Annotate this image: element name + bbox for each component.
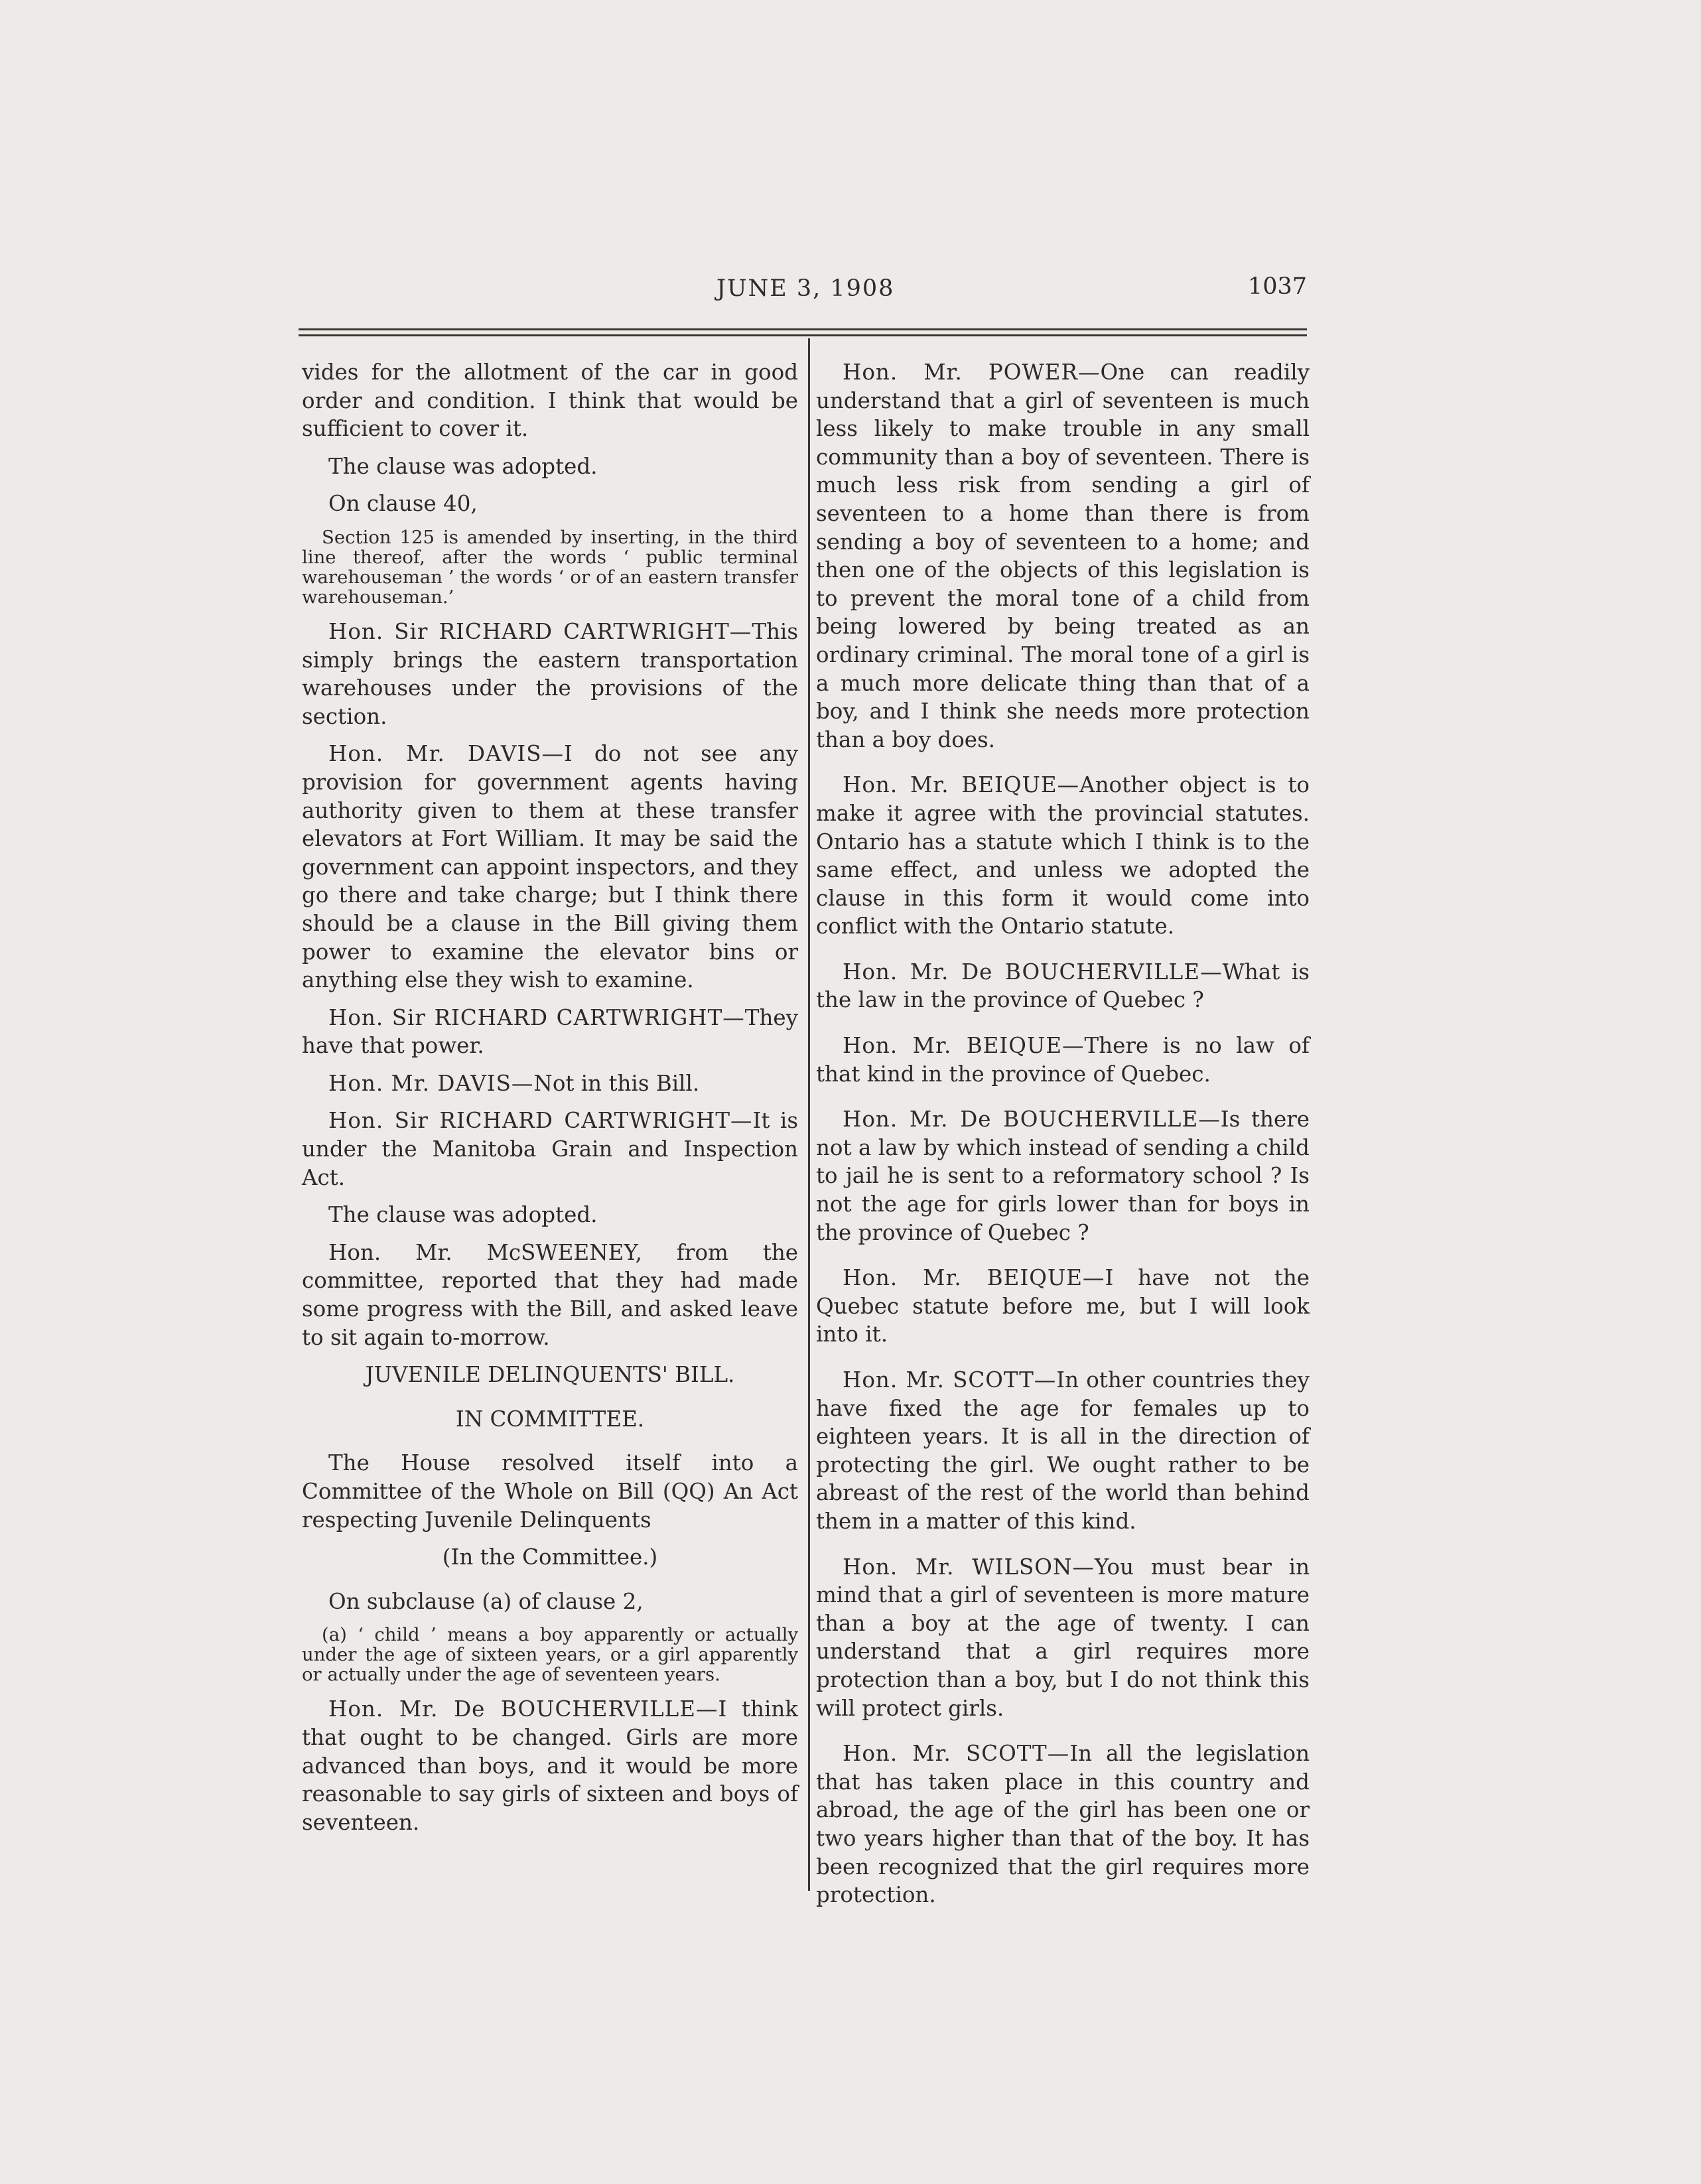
speech-paragraph: [302, 1004, 798, 1060]
speech-paragraph: [816, 958, 1310, 1014]
speaker-name: Hon. Mr. BEIQUE—: [843, 1033, 1085, 1059]
section-heading: JUVENILE DELINQUENTS' BILL.: [365, 1362, 735, 1388]
speech-text: It is under the Manitoba Grain and Inspection Act.: [302, 1108, 798, 1190]
left-column: [302, 358, 798, 1846]
speech-text: This simply brings the eastern transportation warehouses under the provisions of the section.: [302, 618, 798, 729]
speech-text: What is the law in the province of Quebec ?: [816, 959, 1310, 1013]
speech-paragraph: [816, 1740, 1310, 1909]
speaker-name: Hon. Sir RICHARD CARTWRIGHT—: [328, 618, 752, 644]
speech-paragraph: [816, 1553, 1310, 1723]
speech-text: Is there not a law by which instead of sending a child to jail he is sent to a reformatory school ? Is not the age for girls lower than for boys in the province of Quebec ?: [816, 1107, 1310, 1245]
speech-text: I have not the Quebec statute before me, but I will look into it.: [816, 1265, 1310, 1347]
speech-text: Not in this Bill.: [533, 1070, 700, 1096]
page-number: 1037: [1247, 273, 1307, 300]
speech-paragraph: [302, 1107, 798, 1192]
page-date: JUNE 3, 1908: [716, 275, 895, 302]
quoted-clause: Section 125 is amended by inserting, in the third line thereof, after the words ‘ public terminal warehouseman ’ the words ‘ or of an eastern transfer warehouseman.’: [302, 526, 798, 608]
speaker-name: Hon. Mr. BEIQUE—: [843, 772, 1080, 798]
paragraph: Hon. Mr. McSWEENEY, from the committee, reported that they had made some progress with the Bill, and asked leave to sit again to-morrow.: [302, 1239, 798, 1350]
quoted-clause: (a) ‘ child ’ means a boy apparently or actually under the age of sixteen years, or a girl apparently or actually under the age of seventeen years.: [302, 1624, 798, 1686]
speech-paragraph: [302, 740, 798, 994]
speech-paragraph: [302, 618, 798, 730]
speech-text: Another object is to make it agree with the provincial statutes. Ontario has a statute which I think is to the same effect, and unless we adopted the clause in this form it would come into conflict with the Ontario statute.: [816, 772, 1310, 939]
speaker-name: Hon. Sir RICHARD CARTWRIGHT—: [328, 1004, 745, 1030]
page-header: [299, 275, 1307, 315]
speech-paragraph: [816, 1105, 1310, 1247]
speaker-name: Hon. Mr. DAVIS—: [328, 741, 564, 767]
speech-paragraph: [816, 1032, 1310, 1088]
column-divider: [808, 338, 810, 1891]
paragraph: The clause was adopted.: [328, 1202, 598, 1228]
speech-text: There is no law of that kind in the province of Quebec.: [816, 1033, 1310, 1087]
right-column: [816, 358, 1310, 1927]
speaker-name: Hon. Sir RICHARD CARTWRIGHT—: [328, 1108, 753, 1134]
speech-paragraph: [816, 1366, 1310, 1536]
speech-text: I think that ought to be changed. Girls are more advanced than boys, and it would be more reasonable to say girls of sixteen and boys of seventeen.: [302, 1696, 798, 1835]
speech-paragraph: [816, 1264, 1310, 1349]
paragraph: The House resolved itself into a Committee of the Whole on Bill (QQ) An Act respecting Juvenile Delinquents: [302, 1450, 798, 1533]
speaker-name: Hon. Mr. POWER—: [843, 360, 1101, 385]
speaker-name: Hon. Mr. SCOTT—: [843, 1741, 1070, 1767]
speech-text: You must bear in mind that a girl of seventeen is more mature than a boy at the age of twenty. I can understand that a girl requires more protection than a boy, but I do not think this will protect girls.: [816, 1554, 1310, 1721]
speaker-name: Hon. Mr. WILSON—: [843, 1554, 1095, 1580]
speech-text: In other countries they have fixed the age for females up to eighteen years. It is all in the direction of protecting the girl. We ought rather to be abreast of the rest of the world than behind them in a matter of this kind.: [816, 1367, 1310, 1534]
speaker-name: Hon. Mr. BEIQUE—: [843, 1265, 1105, 1291]
speaker-name: Hon. Mr. De BOUCHERVILLE—: [843, 959, 1223, 985]
paragraph: vides for the allotment of the car in good order and condition. I think that would be sufficient to cover it.: [302, 360, 798, 442]
speech-text: I do not see any provision for government agents having authority given to them at these transfer elevators at Fort William. It may be said the government can appoint inspectors, and they go there and take charge; but I think there should be a clause in the Bill giving them power to examine the elevator bins or anything else they wish to examine.: [302, 741, 799, 993]
section-heading: (In the Committee.): [442, 1544, 658, 1570]
paragraph: On subclause (a) of clause 2,: [328, 1588, 644, 1614]
speaker-name: Hon. Mr. DAVIS—: [328, 1070, 534, 1096]
speaker-name: Hon. Mr. De BOUCHERVILLE—: [328, 1696, 718, 1722]
speech-paragraph: [302, 1069, 798, 1098]
speaker-name: Hon. Mr. SCOTT—: [843, 1367, 1057, 1393]
paragraph: The clause was adopted.: [328, 453, 598, 479]
speech-text: In all the legislation that has taken place in this country and abroad, the age of the girl has been one or two years higher than that of the boy. It has been recognized that the girl requires more protection.: [816, 1741, 1310, 1908]
speech-text: One can readily understand that a girl of seventeen is much less likely to make trouble in any small community than a boy of seventeen. There is much less risk from sending a girl of seventeen to a home than there is from sending a boy of seventeen to a home; and then one of the objects of this legislation is to prevent the moral tone of a child from being lowered by being treated as an ordinary criminal. The moral tone of a girl is a much more delicate thing than that of a boy, and I think she needs more protection than a boy does.: [816, 360, 1310, 752]
speech-paragraph: [302, 1695, 798, 1836]
speech-text: They have that power.: [302, 1004, 798, 1059]
speech-paragraph: [816, 771, 1310, 941]
speaker-name: Hon. Mr. De BOUCHERVILLE—: [843, 1107, 1221, 1132]
paragraph: On clause 40,: [328, 491, 478, 517]
header-double-rule: [299, 328, 1307, 338]
section-heading: IN COMMITTEE.: [455, 1406, 645, 1432]
speech-paragraph: [816, 358, 1310, 754]
